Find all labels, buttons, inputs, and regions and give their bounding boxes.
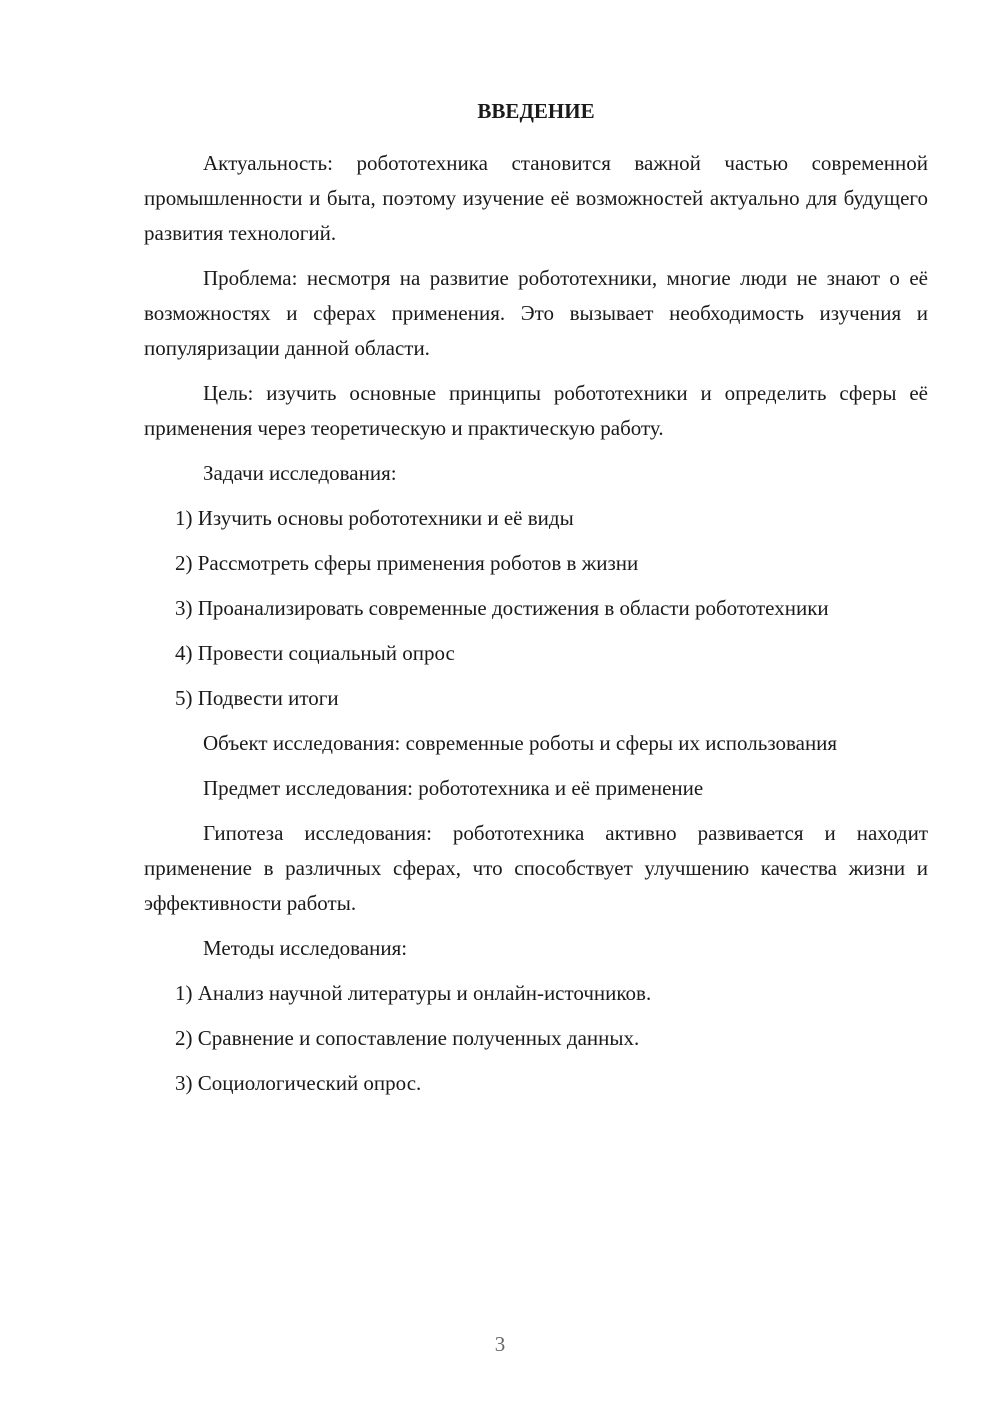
- task-item: 2) Рассмотреть сферы применения роботов в жизни: [175, 551, 639, 575]
- hypothesis-paragraph: Гипотеза исследования: робототехника активно развивается и находит применение в различных сферах, что способствует улучшению качества жизни и эффективности работы.: [144, 821, 928, 915]
- subject-paragraph: Предмет исследования: робототехника и её применение: [203, 776, 704, 800]
- task-item: 4) Провести социальный опрос: [175, 641, 455, 665]
- method-item: 1) Анализ научной литературы и онлайн-источников.: [175, 981, 652, 1005]
- relevance-paragraph: Актуальность: робототехника становится важной частью современной промышленности и быта, поэтому изучение её возможностей актуально для будущего развития технологий.: [144, 151, 928, 245]
- page-number: 3: [494, 1332, 506, 1356]
- object-paragraph: Объект исследования: современные роботы и сферы их использования: [203, 731, 838, 755]
- task-item: 3) Проанализировать современные достижения в области робототехники: [175, 596, 829, 620]
- problem-paragraph: Проблема: несмотря на развитие робототехники, многие люди не знают о её возможностях и сферах применения. Это вызывает необходимость изучения и популяризации данной области.: [144, 266, 928, 360]
- task-item: 1) Изучить основы робототехники и её виды: [175, 506, 574, 530]
- goal-paragraph: Цель: изучить основные принципы робототехники и определить сферы её применения через теоретическую и практическую работу.: [144, 381, 928, 440]
- task-item: 5) Подвести итоги: [175, 686, 339, 710]
- section-heading: ВВЕДЕНИЕ: [477, 99, 595, 123]
- tasks-title: Задачи исследования:: [203, 461, 397, 485]
- method-item: 3) Социологический опрос.: [175, 1071, 422, 1095]
- document-page: [144, 96, 928, 1111]
- methods-title: Методы исследования:: [203, 936, 408, 960]
- method-item: 2) Сравнение и сопоставление полученных данных.: [175, 1026, 640, 1050]
